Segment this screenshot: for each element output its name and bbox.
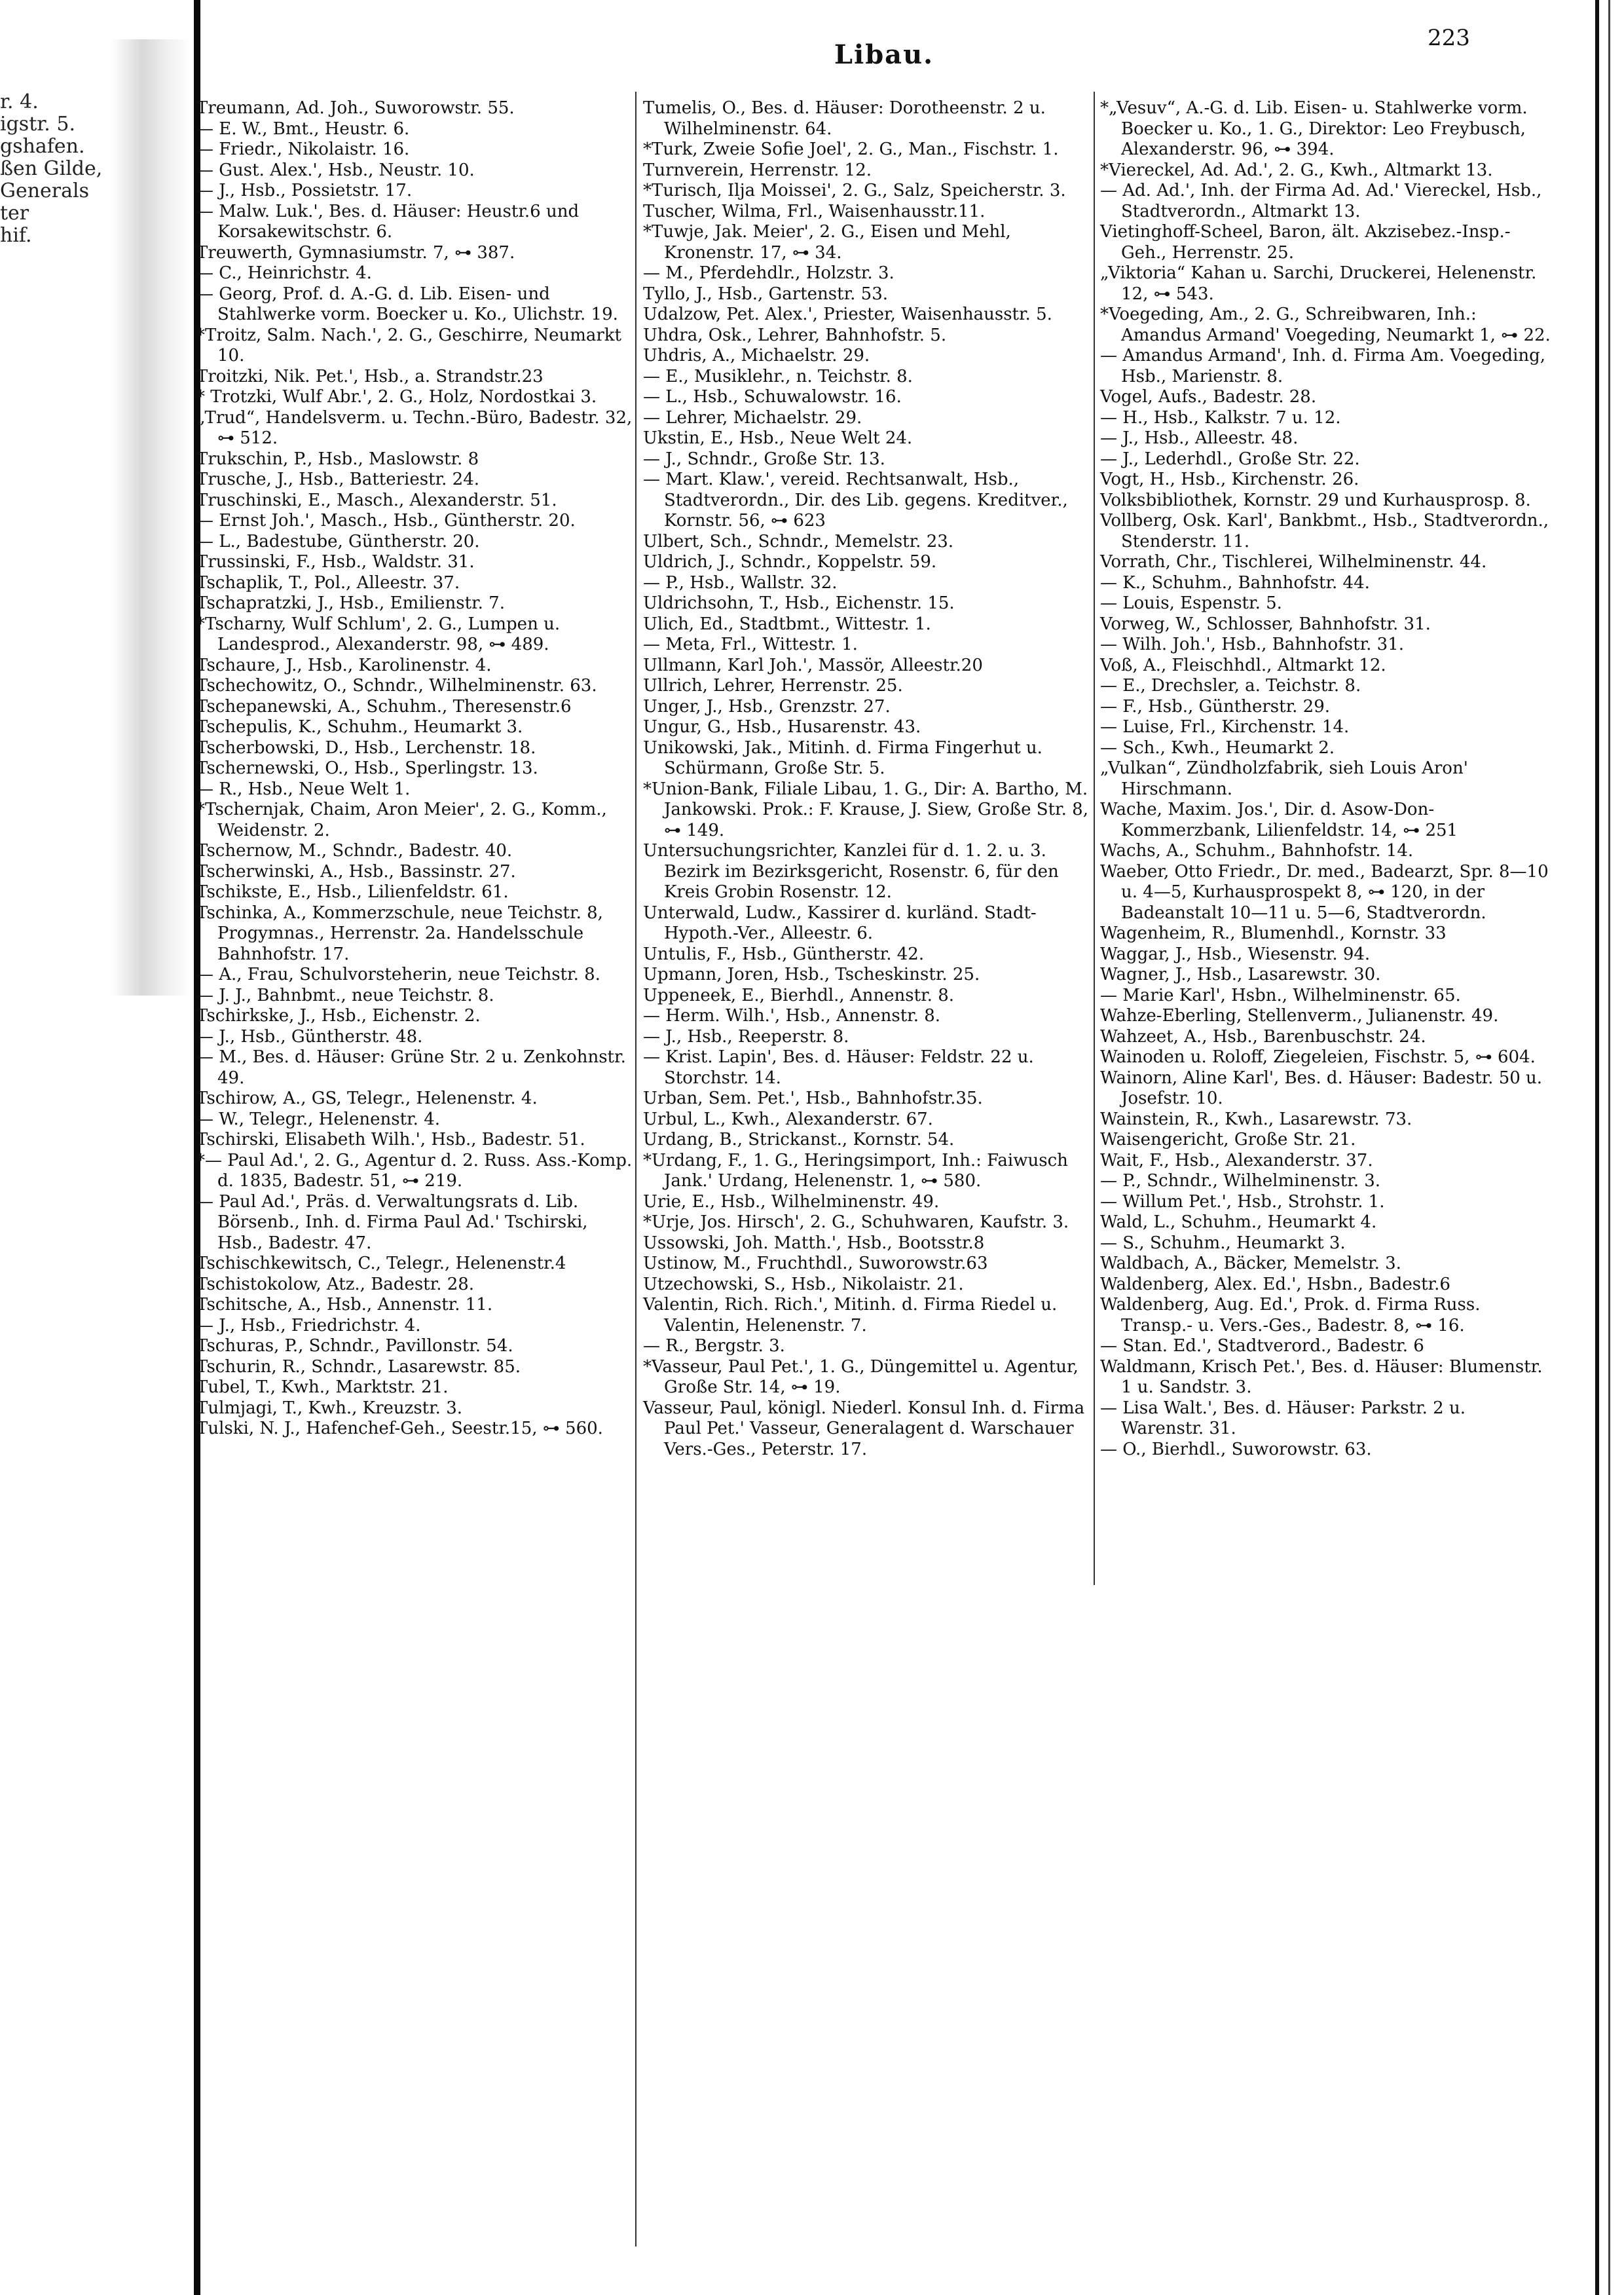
bleed-line: hif. xyxy=(0,224,32,247)
directory-entry: Wait, F., Hsb., Alexanderstr. 37. xyxy=(1100,1150,1373,1170)
directory-entry: Ungur, G., Hsb., Husarenstr. 43. xyxy=(643,717,921,737)
directory-entry: Vasseur, Paul, königl. Niederl. Konsul Inh. d. Firma Paul Pet.' Vasseur, Generalagent d. Warschauer Vers.-Ges., Peterstr. 17. xyxy=(643,1398,1085,1459)
directory-entry: Untulis, F., Hsb., Güntherstr. 42. xyxy=(643,944,925,964)
directory-entry: Vorweg, W., Schlosser, Bahnhofstr. 31. xyxy=(1100,614,1431,634)
directory-entry: — Sch., Kwh., Heumarkt 2. xyxy=(1100,737,1335,758)
directory-entry: Waldbach, A., Bäcker, Memelstr. 3. xyxy=(1100,1254,1401,1273)
directory-entry: Tschirski, Elisabeth Wilh.', Hsb., Badestr. 51. xyxy=(196,1130,585,1149)
directory-column-2 xyxy=(643,98,1088,1460)
directory-entry: Tubel, T., Kwh., Marktstr. 21. xyxy=(196,1377,449,1397)
directory-entry: — L., Badestube, Güntherstr. 20. xyxy=(196,531,480,551)
directory-entry: Wainstein, R., Kwh., Lasarewstr. 73. xyxy=(1100,1109,1412,1129)
directory-entry: Uldrichsohn, T., Hsb., Eichenstr. 15. xyxy=(643,593,955,613)
directory-entry: — Herm. Wilh.', Hsb., Annenstr. 8. xyxy=(643,1006,941,1026)
directory-entry: — Mart. Klaw.', vereid. Rechtsanwalt, Hsb., Stadtverordn., Dir. des Lib. gegens. Kreditver., Kornstr. 56, ⊶ 623 xyxy=(643,470,1068,531)
binding-shadow xyxy=(111,39,190,996)
directory-entry: Treuwerth, Gymnasiumstr. 7, ⊶ 387. xyxy=(196,242,515,263)
directory-entry: *Tschernjak, Chaim, Aron Meier', 2. G., Komm., Weidenstr. 2. xyxy=(196,800,607,840)
directory-entry: — O., Bierhdl., Suworowstr. 63. xyxy=(1100,1439,1372,1459)
directory-entry: Ulbert, Sch., Schndr., Memelstr. 23. xyxy=(643,531,954,551)
bleed-line: gshafen. xyxy=(0,135,85,158)
directory-entry: — L., Hsb., Schuwalowstr. 16. xyxy=(643,387,902,407)
directory-entry: Treumann, Ad. Joh., Suworowstr. 55. xyxy=(196,98,515,118)
directory-column-3 xyxy=(1100,98,1552,1460)
directory-entry: — E. W., Bmt., Heustr. 6. xyxy=(196,119,410,139)
directory-entry: Unikowski, Jak., Mitinh. d. Firma Fingerhut u. Schürmann, Große Str. 5. xyxy=(643,737,1043,778)
directory-entry: — A., Frau, Schulvorsteherin, neue Teichstr. 8. xyxy=(196,965,600,984)
directory-entry: Tschinka, A., Kommerzschule, neue Teichstr. 8, Progymnas., Herrenstr. 2a. Handelsschule Bahnhofstr. 17. xyxy=(196,903,603,964)
directory-entry: Vorrath, Chr., Tischlerei, Wilhelminenstr. 44. xyxy=(1100,552,1487,572)
directory-entry: Valentin, Rich. Rich.', Mitinh. d. Firma Riedel u. Valentin, Helenenstr. 7. xyxy=(643,1295,1058,1335)
directory-entry: *Urdang, F., 1. G., Heringsimport, Inh.: Faiwusch Jank.' Urdang, Helenenstr. 1, ⊶ 580. xyxy=(643,1150,1068,1191)
directory-entry: Untersuchungsrichter, Kanzlei für d. 1. 2. u. 3. Bezirk im Bezirksgericht, Rosenstr. 6, für den Kreis Grobin Rosenstr. 12. xyxy=(643,841,1059,902)
directory-entry: — S., Schuhm., Heumarkt 3. xyxy=(1100,1233,1346,1253)
directory-entry: Tulmjagi, T., Kwh., Kreuzstr. 3. xyxy=(196,1398,463,1418)
bleed-line: igstr. 5. xyxy=(0,113,75,136)
directory-entry: Trussinski, F., Hsb., Waldstr. 31. xyxy=(196,552,475,572)
directory-entry: Uhdris, A., Michaelstr. 29. xyxy=(643,346,870,365)
directory-entry: — Malw. Luk.', Bes. d. Häuser: Heustr.6 und Korsakewitschstr. 6. xyxy=(196,201,580,242)
directory-entry: Wainorn, Aline Karl', Bes. d. Häuser: Badestr. 50 u. Josefstr. 10. xyxy=(1100,1068,1543,1108)
directory-entry: Tschernow, M., Schndr., Badestr. 40. xyxy=(196,841,513,861)
directory-entry: Urie, E., Hsb., Wilhelminenstr. 49. xyxy=(643,1191,940,1212)
directory-entry: — Paul Ad.', Präs. d. Verwaltungsrats d. Lib. Börsenb., Inh. d. Firma Paul Ad.' Tschirski, Hsb., Badestr. 47. xyxy=(196,1191,588,1253)
directory-entry: Ukstin, E., Hsb., Neue Welt 24. xyxy=(643,428,913,448)
directory-entry: Tschitsche, A., Hsb., Annenstr. 11. xyxy=(196,1295,493,1315)
directory-entry: Utzechowski, S., Hsb., Nikolaistr. 21. xyxy=(643,1274,964,1294)
directory-entry: Tschaure, J., Hsb., Karolinenstr. 4. xyxy=(196,655,492,675)
directory-entry: Tschernewski, O., Hsb., Sperlingstr. 13. xyxy=(196,758,538,778)
directory-entry: Wachs, A., Schuhm., Bahnhofstr. 14. xyxy=(1100,841,1414,861)
directory-entry: Waggar, J., Hsb., Wiesenstr. 94. xyxy=(1100,944,1371,964)
directory-entry: Tschischkewitsch, C., Telegr., Helenenstr.4 xyxy=(196,1254,566,1273)
directory-entry: Ussowski, Joh. Matth.', Hsb., Bootsstr.8 xyxy=(643,1233,985,1253)
directory-entry: Vollberg, Osk. Karl', Bankbmt., Hsb., Stadtverordn., Stenderstr. 11. xyxy=(1100,511,1549,551)
page-number: 223 xyxy=(1428,25,1470,51)
directory-entry: Tschirow, A., GS, Telegr., Helenenstr. 4. xyxy=(196,1089,538,1108)
directory-entry: Tumelis, O., Bes. d. Häuser: Dorotheenstr. 2 u. Wilhelminenstr. 64. xyxy=(643,98,1046,139)
directory-entry: Tscherbowski, D., Hsb., Lerchenstr. 18. xyxy=(196,737,536,758)
directory-entry: Vogt, H., Hsb., Kirchenstr. 26. xyxy=(1100,470,1359,489)
directory-entry: Udalzow, Pet. Alex.', Priester, Waisenhausstr. 5. xyxy=(643,305,1052,324)
directory-entry: — Krist. Lapin', Bes. d. Häuser: Feldstr. 22 u. Storchstr. 14. xyxy=(643,1047,1034,1088)
directory-entry: — P., Schndr., Wilhelminenstr. 3. xyxy=(1100,1171,1381,1191)
column-divider xyxy=(1094,92,1095,1585)
directory-entry: — F., Hsb., Güntherstr. 29. xyxy=(1100,696,1331,717)
directory-entry: *Turisch, Ilja Moissei', 2. G., Salz, Speicherstr. 3. xyxy=(643,181,1066,200)
directory-entry: Wainoden u. Roloff, Ziegeleien, Fischstr. 5, ⊶ 604. xyxy=(1100,1047,1536,1067)
directory-entry: *Tuwje, Jak. Meier', 2. G., Eisen und Mehl, Kronenstr. 17, ⊶ 34. xyxy=(643,222,1011,263)
directory-entry: Tschurin, R., Schndr., Lasarewstr. 85. xyxy=(196,1356,521,1377)
directory-entry: Tschapratzki, J., Hsb., Emilienstr. 7. xyxy=(196,593,505,613)
directory-entry: Tschistokolow, Atz., Badestr. 28. xyxy=(196,1274,475,1294)
directory-entry: — J., Hsb., Reeperstr. 8. xyxy=(643,1026,849,1047)
directory-entry: Tschaplik, T., Pol., Alleestr. 37. xyxy=(196,572,460,593)
directory-entry: — J., Schndr., Große Str. 13. xyxy=(643,449,885,469)
directory-entry: Trusche, J., Hsb., Batteriestr. 24. xyxy=(196,470,479,489)
directory-entry: Waldmann, Krisch Pet.', Bes. d. Häuser: Blumenstr. 1 u. Sandstr. 3. xyxy=(1100,1356,1543,1397)
directory-entry: Tyllo, J., Hsb., Gartenstr. 53. xyxy=(643,284,889,304)
directory-entry: *Troitz, Salm. Nach.', 2. G., Geschirre, Neumarkt 10. xyxy=(196,325,621,365)
directory-entry: Waldenberg, Alex. Ed.', Hsbn., Badestr.6 xyxy=(1100,1274,1450,1294)
directory-entry: — Luise, Frl., Kirchenstr. 14. xyxy=(1100,717,1350,737)
directory-entry: Tscherwinski, A., Hsb., Bassinstr. 27. xyxy=(196,861,516,882)
directory-entry: Unger, J., Hsb., Grenzstr. 27. xyxy=(643,696,891,717)
directory-entry: *Turk, Zweie Sofie Joel', 2. G., Man., Fischstr. 1. xyxy=(643,140,1059,159)
directory-entry: Tulski, N. J., Hafenchef-Geh., Seestr.15, ⊶ 560. xyxy=(196,1419,603,1438)
directory-entry: — E., Drechsler, a. Teichstr. 8. xyxy=(1100,676,1361,696)
directory-entry: — K., Schuhm., Bahnhofstr. 44. xyxy=(1100,572,1370,593)
directory-entry: Wache, Maxim. Jos.', Dir. d. Asow-Don-Kommerzbank, Lilienfeldstr. 14, ⊶ 251 xyxy=(1100,800,1458,840)
directory-entry: — P., Hsb., Wallstr. 32. xyxy=(643,572,838,593)
page-title: Libau. xyxy=(834,39,934,70)
directory-entry: — C., Heinrichstr. 4. xyxy=(196,263,372,283)
directory-entry: Vogel, Aufs., Badestr. 28. xyxy=(1100,387,1317,407)
directory-entry: Trukschin, P., Hsb., Maslowstr. 8 xyxy=(196,449,479,469)
directory-entry: „Trud“, Handelsverm. u. Techn.-Büro, Badestr. 32, ⊶ 512. xyxy=(196,407,633,448)
directory-entry: — Stan. Ed.', Stadtverord., Badestr. 6 xyxy=(1100,1336,1424,1356)
directory-entry: — J. J., Bahnbmt., neue Teichstr. 8. xyxy=(196,985,494,1005)
bleed-line: r. 4. xyxy=(0,90,39,113)
directory-entry: Tschirkske, J., Hsb., Eichenstr. 2. xyxy=(196,1006,481,1026)
directory-entry: Ulich, Ed., Stadtbmt., Wittestr. 1. xyxy=(643,614,931,634)
directory-entry: — Marie Karl', Hsbn., Wilhelminenstr. 65. xyxy=(1100,985,1461,1005)
directory-entry: Wahzeet, A., Hsb., Barenbuschstr. 24. xyxy=(1100,1026,1426,1047)
directory-entry: Waldenberg, Aug. Ed.', Prok. d. Firma Russ. Transp.- u. Vers.-Ges., Badestr. 8, ⊶ 16. xyxy=(1100,1295,1481,1335)
directory-entry: Wald, L., Schuhm., Heumarkt 4. xyxy=(1100,1212,1377,1232)
directory-entry: Voß, A., Fleischhdl., Altmarkt 12. xyxy=(1100,655,1386,675)
directory-entry: — E., Musiklehr., n. Teichstr. 8. xyxy=(643,366,913,386)
directory-entry: Tuscher, Wilma, Frl., Waisenhausstr.11. xyxy=(643,201,986,221)
directory-entry: *„Vesuv“, A.-G. d. Lib. Eisen- u. Stahlwerke vorm. Boecker u. Ko., 1. G., Direktor: Leo Freybusch, Alexanderstr. 96, ⊶ 394. xyxy=(1100,98,1528,159)
directory-entry: Truschinski, E., Masch., Alexanderstr. 51. xyxy=(196,490,557,510)
directory-entry: — Ernst Joh.', Masch., Hsb., Güntherstr. 20. xyxy=(196,511,576,531)
directory-entry: — W., Telegr., Helenenstr. 4. xyxy=(196,1109,440,1129)
directory-entry: — J., Hsb., Possietstr. 17. xyxy=(196,181,413,200)
directory-entry: Volksbibliothek, Kornstr. 29 und Kurhausprosp. 8. xyxy=(1100,490,1531,510)
directory-entry: — Gust. Alex.', Hsb., Neustr. 10. xyxy=(196,160,475,180)
directory-entry: — Ad. Ad.', Inh. der Firma Ad. Ad.' Viereckel, Hsb., Stadtverordn., Altmarkt 13. xyxy=(1100,181,1542,221)
directory-entry: — J., Hsb., Güntherstr. 48. xyxy=(196,1026,423,1047)
directory-entry: — Willum Pet.', Hsb., Strohstr. 1. xyxy=(1100,1191,1385,1212)
directory-entry: Tschepanewski, A., Schuhm., Theresenstr.6 xyxy=(196,696,572,717)
directory-entry: „Vulkan“, Zündholzfabrik, sieh Louis Aron' Hirschmann. xyxy=(1100,758,1468,799)
directory-entry: „Viktoria“ Kahan u. Sarchi, Druckerei, Helenenstr. 12, ⊶ 543. xyxy=(1100,263,1537,304)
directory-entry: Uhdra, Osk., Lehrer, Bahnhofstr. 5. xyxy=(643,325,947,345)
directory-entry: *Voegeding, Am., 2. G., Schreibwaren, Inh.: Amandus Armand' Voegeding, Neumarkt 1, ⊶ 22. xyxy=(1100,305,1551,345)
directory-entry: Urdang, B., Strickanst., Kornstr. 54. xyxy=(643,1130,955,1149)
directory-entry: — Meta, Frl., Wittestr. 1. xyxy=(643,635,858,654)
page-edge-line-secondary xyxy=(1608,0,1610,2295)
directory-entry: Wagner, J., Hsb., Lasarewstr. 30. xyxy=(1100,965,1381,984)
directory-entry: Vietinghoff-Scheel, Baron, ält. Akzisebez.-Insp.-Geh., Herrenstr. 25. xyxy=(1100,222,1511,263)
facing-page-bleed xyxy=(0,90,103,248)
directory-entry: — J., Lederhdl., Große Str. 22. xyxy=(1100,449,1360,469)
directory-entry: Ustinow, M., Fruchthdl., Suworowstr.63 xyxy=(643,1254,988,1273)
directory-entry: *— Paul Ad.', 2. G., Agentur d. 2. Russ. Ass.-Komp. d. 1835, Badestr. 51, ⊶ 219. xyxy=(196,1150,633,1191)
directory-entry: — H., Hsb., Kalkstr. 7 u. 12. xyxy=(1100,407,1341,428)
directory-entry: Uppeneek, E., Bierhdl., Annenstr. 8. xyxy=(643,985,954,1005)
directory-entry: — Louis, Espenstr. 5. xyxy=(1100,593,1282,613)
directory-entry: — Georg, Prof. d. A.-G. d. Lib. Eisen- und Stahlwerke vorm. Boecker u. Ko., Ulichstr. 19. xyxy=(196,284,618,324)
directory-entry: — Wilh. Joh.', Hsb., Bahnhofstr. 31. xyxy=(1100,635,1405,654)
directory-entry: — Amandus Armand', Inh. d. Firma Am. Voegeding, Hsb., Marienstr. 8. xyxy=(1100,346,1546,386)
bleed-line: Generals xyxy=(0,179,90,202)
directory-entry: — Lehrer, Michaelstr. 29. xyxy=(643,407,862,428)
directory-entry: Wagenheim, R., Blumenhdl., Kornstr. 33 xyxy=(1100,924,1447,943)
directory-entry: * Trotzki, Wulf Abr.', 2. G., Holz, Nordostkai 3. xyxy=(196,387,597,407)
directory-entry: Tschechowitz, O., Schndr., Wilhelminenstr. 63. xyxy=(196,676,597,696)
directory-entry: Tschepulis, K., Schuhm., Heumarkt 3. xyxy=(196,717,523,737)
directory-entry: *Viereckel, Ad. Ad.', 2. G., Kwh., Altmarkt 13. xyxy=(1100,160,1493,180)
directory-entry: Ullmann, Karl Joh.', Massör, Alleestr.20 xyxy=(643,655,983,675)
directory-entry: Waisengericht, Große Str. 21. xyxy=(1100,1130,1356,1149)
directory-entry: Uldrich, J., Schndr., Koppelstr. 59. xyxy=(643,552,937,572)
directory-column-1 xyxy=(196,98,634,1440)
directory-entry: Waeber, Otto Friedr., Dr. med., Badearzt, Spr. 8—10 u. 4—5, Kurhausprospekt 8, ⊶ 120, in der Badeanstalt 10—11 u. 5—6, Stadtverordn. xyxy=(1100,861,1549,923)
directory-entry: Upmann, Joren, Hsb., Tscheskinstr. 25. xyxy=(643,965,980,984)
directory-entry: — J., Hsb., Alleestr. 48. xyxy=(1100,428,1299,448)
directory-entry: *Vasseur, Paul Pet.', 1. G., Düngemittel u. Agentur, Große Str. 14, ⊶ 19. xyxy=(643,1356,1079,1397)
directory-entry: *Urje, Jos. Hirsch', 2. G., Schuhwaren, Kaufstr. 3. xyxy=(643,1212,1069,1232)
directory-entry: — R., Bergstr. 3. xyxy=(643,1336,785,1356)
directory-entry: Urban, Sem. Pet.', Hsb., Bahnhofstr.35. xyxy=(643,1089,983,1108)
directory-entry: Troitzki, Nik. Pet.', Hsb., a. Strandstr.23 xyxy=(196,366,544,386)
directory-entry: — M., Bes. d. Häuser: Grüne Str. 2 u. Zenkohnstr. 49. xyxy=(196,1047,626,1088)
directory-entry: Wahzе-Eberling, Stellenverm., Julianenstr. 49. xyxy=(1100,1006,1499,1026)
directory-entry: *Union-Bank, Filiale Libau, 1. G., Dir: A. Bartho, M. Jankowski. Prok.: F. Krause, J. Siew, Große Str. 8, ⊶ 149. xyxy=(643,779,1088,840)
directory-entry: Tschikste, E., Hsb., Lilienfeldstr. 61. xyxy=(196,882,509,902)
column-divider xyxy=(635,92,637,2247)
bleed-line: ter xyxy=(0,202,29,225)
directory-entry: Turnverein, Herrenstr. 12. xyxy=(643,160,872,180)
directory-entry: — Friedr., Nikolaistr. 16. xyxy=(196,140,410,159)
page-edge-line xyxy=(1595,0,1599,2295)
bleed-line: ßen Gilde, xyxy=(0,157,103,180)
directory-entry: — R., Hsb., Neue Welt 1. xyxy=(196,779,411,799)
directory-entry: — Lisa Walt.', Bes. d. Häuser: Parkstr. 2 u. Warenstr. 31. xyxy=(1100,1398,1466,1438)
directory-entry: Unterwald, Ludw., Kassirer d. kurländ. Stadt-Hypoth.-Ver., Alleestr. 6. xyxy=(643,903,1037,943)
directory-entry: Urbul, L., Kwh., Alexanderstr. 67. xyxy=(643,1109,933,1129)
directory-entry: — M., Pferdehdlr., Holzstr. 3. xyxy=(643,263,895,283)
directory-entry: Ullrich, Lehrer, Herrenstr. 25. xyxy=(643,676,903,696)
directory-entry: *Tscharny, Wulf Schlum', 2. G., Lumpen u. Landesprod., Alexanderstr. 98, ⊶ 489. xyxy=(196,614,561,654)
directory-entry: — J., Hsb., Friedrichstr. 4. xyxy=(196,1315,421,1335)
directory-entry: Tschuras, P., Schndr., Pavillonstr. 54. xyxy=(196,1336,513,1356)
